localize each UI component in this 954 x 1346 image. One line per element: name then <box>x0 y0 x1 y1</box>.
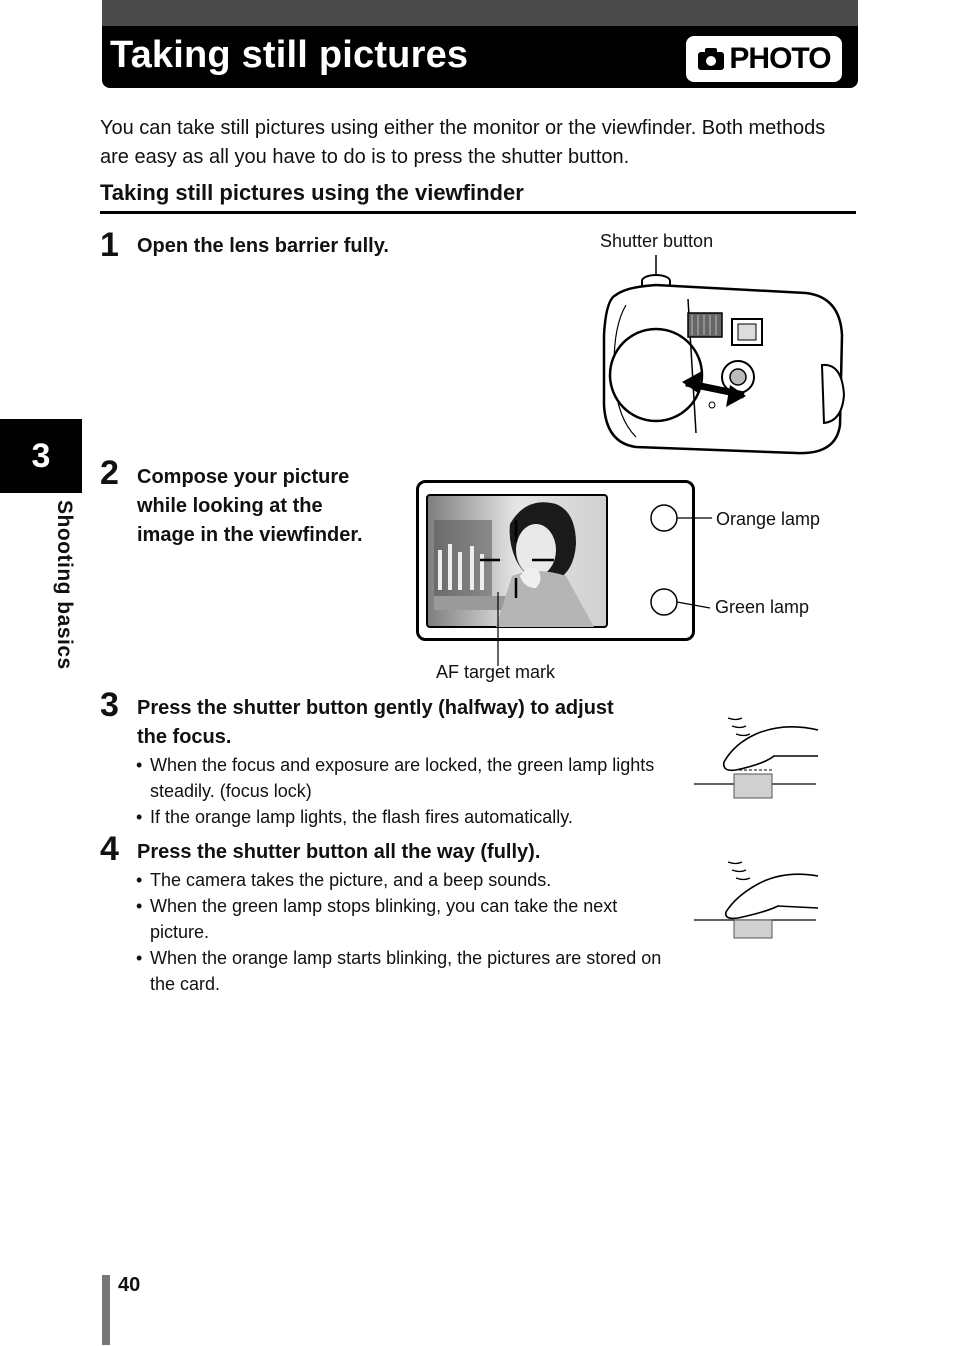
step-2-title-line-1: Compose your picture <box>137 466 350 488</box>
step-4-number: 4 <box>100 830 119 868</box>
page-title: Taking still pictures <box>110 34 469 76</box>
photo-mode-label: PHOTO <box>729 42 831 75</box>
step-4-bullet-3: • When the orange lamp starts blinking, the pictures are stored on the card. <box>136 945 676 997</box>
intro-paragraph: You can take still pictures using either the monitor or the viewfinder. Both methods are easy as all you have to do is to press the shutter button. <box>100 117 826 168</box>
green-lamp-caption: Green lamp <box>715 597 810 617</box>
page-number-bar <box>102 1275 110 1345</box>
page-number: 40 <box>118 1274 141 1296</box>
step-3-bullets <box>136 752 656 830</box>
chapter-tab: 3 <box>0 419 82 493</box>
step-4-bullets <box>136 867 676 997</box>
step-3-bullet-1: • When the focus and exposure are locked, the green lamp lights steadily. (focus lock) <box>136 752 656 804</box>
section-divider <box>100 211 856 214</box>
af-target-mark-caption: AF target mark <box>436 662 556 682</box>
half-press-illustration <box>694 712 824 802</box>
step-4-title: Press the shutter button all the way (fully). <box>137 841 541 863</box>
camera-illustration <box>596 255 856 460</box>
step-1-number: 1 <box>100 226 119 264</box>
chapter-label: Shooting basics <box>53 500 76 670</box>
full-press-illustration <box>694 856 824 942</box>
step-4-bullet-2: • When the green lamp stops blinking, you can take the next picture. <box>136 893 676 945</box>
section-heading: Taking still pictures using the viewfinder <box>100 180 524 205</box>
step-2-number: 2 <box>100 454 119 492</box>
header-top-bar <box>102 0 858 26</box>
photo-mode-badge <box>686 36 842 82</box>
step-4-bullet-1: • The camera takes the picture, and a beep sounds. <box>136 867 676 893</box>
step-3-number: 3 <box>100 686 119 724</box>
step-3-title-line-2: the focus. <box>137 726 232 748</box>
step-3-bullet-2: • If the orange lamp lights, the flash fires automatically. <box>136 804 656 830</box>
camera-icon <box>697 47 725 71</box>
step-2-title-line-3: image in the viewfinder. <box>137 524 363 546</box>
step-2-title-line-2: while looking at the <box>137 495 323 517</box>
step-1-title: Open the lens barrier fully. <box>137 235 389 257</box>
orange-lamp-caption: Orange lamp <box>716 509 821 529</box>
shutter-button-caption: Shutter button <box>600 231 714 251</box>
step-3-title-line-1: Press the shutter button gently (halfway) to adjust <box>137 697 614 719</box>
